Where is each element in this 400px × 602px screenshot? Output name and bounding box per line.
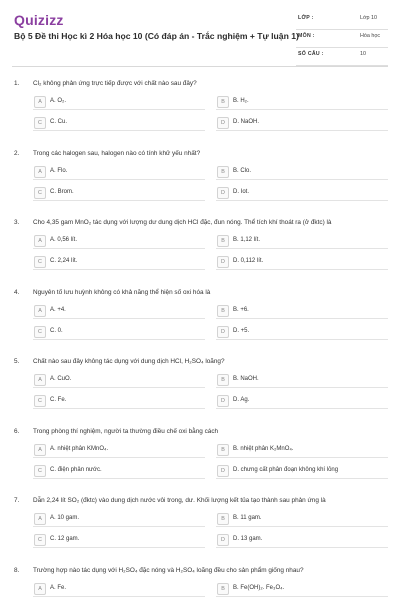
- option-text: B. 1,12 lít.: [233, 236, 261, 243]
- option-text: D. 13 gam.: [233, 535, 263, 542]
- option-letter-badge: B: [217, 444, 229, 456]
- option-d[interactable]: [216, 324, 388, 340]
- option-letter-badge: C: [34, 256, 46, 268]
- meta-row-class: [296, 12, 388, 30]
- option-d[interactable]: [216, 115, 388, 131]
- option-letter-badge: C: [34, 465, 46, 477]
- option-text: C. Brom.: [50, 188, 74, 195]
- document-title: Bộ 5 Đề thi Học kì 2 Hóa học 10 (Có đáp án - Trắc nghiệm + Tự luận 1): [14, 31, 299, 41]
- option-text: C. Fe.: [50, 396, 67, 403]
- option-letter-badge: C: [34, 395, 46, 407]
- page-header: [0, 0, 400, 66]
- meta-label: SỐ CÂU :: [298, 51, 324, 57]
- option-text: B. Fe(OH)₂. Fe₃O₄.: [233, 584, 285, 591]
- question-number: 7.: [14, 497, 20, 504]
- option-letter-badge: D: [217, 534, 229, 546]
- option-c[interactable]: [33, 393, 205, 409]
- meta-label: MÔN :: [298, 33, 315, 39]
- option-c[interactable]: [33, 185, 205, 201]
- question-text: Cl₂ không phản ứng trực tiếp được với chất nào sau đây?: [33, 80, 197, 87]
- option-text: D. +5.: [233, 327, 250, 334]
- question-text: Chất nào sau đây không tác dụng với dung dịch HCl, H₂SO₄ loãng?: [33, 358, 225, 365]
- option-text: B. 11 gam.: [233, 514, 262, 521]
- question-number: 4.: [14, 289, 20, 296]
- option-text: A. Fe.: [50, 584, 67, 591]
- option-d[interactable]: [216, 393, 388, 409]
- option-text: D. 0,112 lít.: [233, 257, 264, 264]
- meta-value: Lớp 10: [360, 15, 378, 21]
- option-b[interactable]: [216, 581, 388, 597]
- option-c[interactable]: [33, 532, 205, 548]
- option-letter-badge: A: [34, 305, 46, 317]
- question-number: 3.: [14, 219, 20, 226]
- option-b[interactable]: [216, 94, 388, 110]
- option-letter-badge: A: [34, 444, 46, 456]
- option-b[interactable]: [216, 442, 388, 458]
- option-letter-badge: B: [217, 583, 229, 595]
- option-c[interactable]: [33, 115, 205, 131]
- option-c[interactable]: [33, 254, 205, 270]
- answer-options: [33, 581, 387, 602]
- meta-row-question-count: [296, 48, 388, 66]
- option-a[interactable]: [33, 581, 205, 597]
- question-number: 8.: [14, 567, 20, 574]
- option-b[interactable]: [216, 511, 388, 527]
- option-letter-badge: A: [34, 166, 46, 178]
- option-text: A. Flo.: [50, 167, 68, 174]
- option-text: D. Ag.: [233, 396, 250, 403]
- option-a[interactable]: [33, 303, 205, 319]
- answer-options: [33, 94, 387, 136]
- option-text: C. 2,24 lít.: [50, 257, 78, 264]
- quizizz-logo: Quizizz: [14, 12, 64, 28]
- question-text: Dẫn 2,24 lít SO₂ (đktc) vào dung dịch nước vôi trong, dư. Khối lượng kết tủa tạo thành sau phản ứng là: [33, 497, 326, 504]
- answer-options: [33, 233, 387, 275]
- option-text: B. nhiệt phân K₂MnO₄.: [233, 445, 294, 452]
- option-text: A. O₂.: [50, 97, 66, 104]
- answer-options: [33, 164, 387, 206]
- option-letter-badge: D: [217, 187, 229, 199]
- question-number: 6.: [14, 428, 20, 435]
- option-a[interactable]: [33, 372, 205, 388]
- option-letter-badge: A: [34, 96, 46, 108]
- question-text: Trường hợp nào tác dụng với H₂SO₄ đặc nóng và H₂SO₄ loãng đều cho sản phẩm giống nhau?: [33, 567, 304, 574]
- option-letter-badge: A: [34, 374, 46, 386]
- option-text: B. H₂.: [233, 97, 249, 104]
- option-text: C. 0.: [50, 327, 63, 334]
- option-text: A. CuO.: [50, 375, 72, 382]
- option-letter-badge: A: [34, 583, 46, 595]
- option-a[interactable]: [33, 164, 205, 180]
- option-letter-badge: B: [217, 513, 229, 525]
- option-text: B. +6.: [233, 306, 249, 313]
- answer-options: [33, 303, 387, 345]
- option-a[interactable]: [33, 233, 205, 249]
- option-letter-badge: B: [217, 374, 229, 386]
- option-text: D. Iot.: [233, 188, 250, 195]
- option-letter-badge: B: [217, 305, 229, 317]
- question-text: Trong các halogen sau, halogen nào có tính khử yếu nhất?: [33, 150, 201, 157]
- option-a[interactable]: [33, 511, 205, 527]
- meta-value: Hóa học: [360, 33, 381, 39]
- option-letter-badge: C: [34, 326, 46, 338]
- answer-options: [33, 511, 387, 553]
- question-number: 5.: [14, 358, 20, 365]
- option-d[interactable]: [216, 185, 388, 201]
- option-text: D. chưng cất phân đoạn không khí lỏng: [233, 466, 339, 473]
- question-text: Nguyên tố lưu huỳnh không có khả năng thể hiện số oxi hóa là: [33, 289, 211, 296]
- answer-options: [33, 442, 387, 484]
- option-d[interactable]: [216, 463, 388, 479]
- option-a[interactable]: [33, 442, 205, 458]
- option-b[interactable]: [216, 303, 388, 319]
- option-letter-badge: C: [34, 187, 46, 199]
- option-text: B. NaOH.: [233, 375, 259, 382]
- option-letter-badge: C: [34, 117, 46, 129]
- option-c[interactable]: [33, 463, 205, 479]
- meta-label: LỚP :: [298, 15, 314, 21]
- option-text: A. +4.: [50, 306, 66, 313]
- option-text: C. điện phân nước.: [50, 466, 102, 473]
- option-letter-badge: B: [217, 96, 229, 108]
- option-b[interactable]: [216, 164, 388, 180]
- option-letter-badge: D: [217, 117, 229, 129]
- question-text: Cho 4,35 gam MnO₂ tác dụng với lượng dư dung dịch HCl đặc, đun nóng. Thể tích khí thoát ra (ở đktc) là: [33, 219, 332, 226]
- option-letter-badge: B: [217, 235, 229, 247]
- option-text: A. nhiệt phân KMnO₄.: [50, 445, 109, 452]
- option-d[interactable]: [216, 532, 388, 548]
- option-letter-badge: D: [217, 395, 229, 407]
- question-number: 1.: [14, 80, 20, 87]
- option-letter-badge: A: [34, 513, 46, 525]
- option-c[interactable]: [33, 324, 205, 340]
- option-b[interactable]: [216, 233, 388, 249]
- option-text: A. 0,56 lít.: [50, 236, 78, 243]
- option-text: D. NaOH.: [233, 118, 260, 125]
- option-letter-badge: C: [34, 534, 46, 546]
- answer-options: [33, 372, 387, 414]
- meta-value: 10: [360, 51, 366, 57]
- meta-row-subject: [296, 30, 388, 48]
- option-b[interactable]: [216, 372, 388, 388]
- option-letter-badge: B: [217, 166, 229, 178]
- option-text: C. Cu.: [50, 118, 68, 125]
- option-a[interactable]: [33, 94, 205, 110]
- option-letter-badge: A: [34, 235, 46, 247]
- option-letter-badge: D: [217, 256, 229, 268]
- header-divider: [12, 66, 388, 67]
- question-number: 2.: [14, 150, 20, 157]
- option-letter-badge: D: [217, 465, 229, 477]
- meta-info-panel: [296, 12, 388, 66]
- option-text: B. Clo.: [233, 167, 252, 174]
- question-text: Trong phòng thí nghiệm, người ta thường điều chế oxi bằng cách: [33, 428, 219, 435]
- option-text: C. 12 gam.: [50, 535, 80, 542]
- option-text: A. 10 gam.: [50, 514, 80, 521]
- option-letter-badge: D: [217, 326, 229, 338]
- option-d[interactable]: [216, 254, 388, 270]
